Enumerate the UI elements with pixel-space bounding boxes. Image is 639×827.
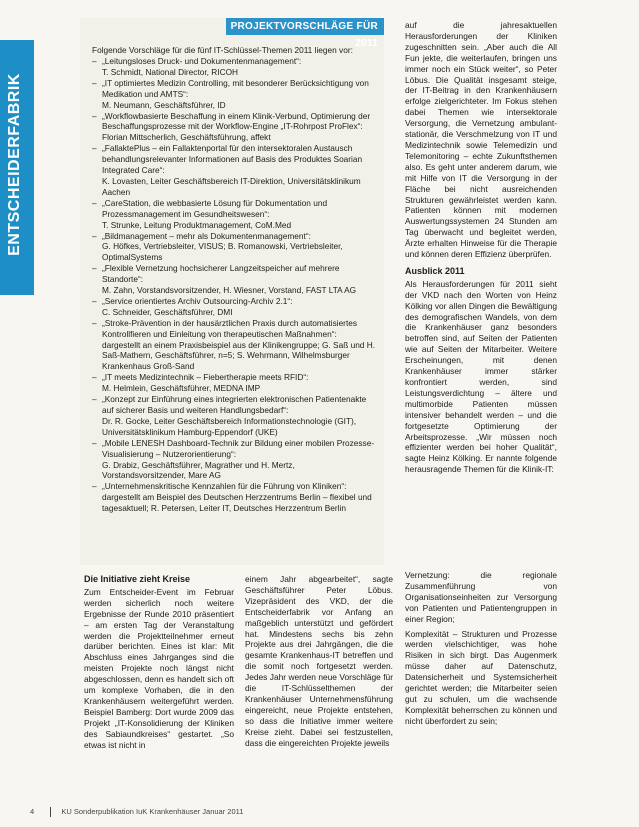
- proposal-title: „CareStation, die webbasierte Lösung für Dokumentation und Prozessmanagement im Gesundheitswesen“:: [102, 197, 328, 219]
- list-item: [92, 481, 380, 514]
- list-item: [92, 438, 380, 482]
- page-footer: [30, 807, 243, 817]
- body-paragraph: Als Herausforderungen für 2011 sieht der VKD nach den Worten von Heinz Kölking vor allen Dingen die Bewältigung des demografischen Wandels, von dem die Krankenhäuser ganz besonders betroffen sind, auf Seiten der Patienten wie auf Seiten der Mitarbeiter. Weitere Erscheinungen, mit denen Krankenhäuser immer stärker konfrontiert werden, sind Leistungsverdichtung – ältere und multimorbide Patienten müssen intensiver behandelt werden – und die fortgesetzte Optimierung der Arbeitsprozesse. „Wir müssen noch effizienter werden bei hoher Qualität“, sagte Heinz Kölking. Er nannte folgende herausragende Themen für die Klinik-IT:: [405, 278, 557, 475]
- proposal-presenter: M. Neumann, Geschäftsführer, ID: [102, 99, 226, 110]
- list-item: [92, 56, 380, 78]
- list-dash: –: [92, 263, 97, 274]
- proposal-title: „Workflowbasierte Beschaffung in einem Klinik-Verbund, Optimierung der Beschaffungsprozesse mit der Workflow-Engine „IT-Rohrpost ProFlex“:: [102, 110, 371, 132]
- box-header: PROJEKTVORSCHLÄGE FÜR 2011: [226, 18, 384, 35]
- list-dash: –: [92, 77, 97, 88]
- page-number: 4: [30, 806, 35, 816]
- proposal-presenter: dargestellt an einem Praxisbeispiel aus der Klinikengruppe; G. Saß und H. Saß-Mathern, Geschäftsführer, n=5; S. Wehrmann, Wilhelmsburger Krankenhaus Groß-Sand: [102, 339, 376, 372]
- list-dash: –: [92, 317, 97, 328]
- proposal-presenter: C. Schneider, Geschäftsführer, DMI: [102, 306, 233, 317]
- list-dash: –: [92, 56, 97, 66]
- proposal-title: „IT optimiertes Medizin Controlling, mit besonderer Berücksichtigung von Medikation und AMTS“:: [102, 77, 369, 99]
- body-paragraph: Zum Entscheider-Event im Februar werden sicherlich noch weitere Ergebnisse der Runde 2010 präsentiert – am ersten Tag der Veranstaltung werden die Projektteilnehmer erneut darüber berichten. Eines ist klar: Mit Abschluss eines Jahrganges sind die meisten Projekte noch längst nicht abgeschlossen, denn es handelt sich oft um komplexe Vorhaben, die in den Krankenhäusern weitergeführt werden. Beispiel Bamberg: Dort wurde 2009 das Projekt „IT-Konsolidierung der Kliniken des Sabiaundkreises“ gestartet. „So etwas ist nicht in: [84, 586, 234, 750]
- body-paragraph: auf die jahresaktuellen Herausforderungen der Kliniken zugeschnitten sein. „Aber auch die All Fun jekte, die weiterlaufen, bringen uns immer noch ein Stück weiter“, so Peter Löbus. Die Qualität insgesamt steige, der IT-Beitrag in den Krankenhäusern erfolge zielgerichteter. Im Fokus stehen dabei Themen wie intersektorale Versorgung, die Vernetzung ambulant-stationär, die Verschmelzung von IT und Medizintechnik sowie Telemedizin und Telemonitoring – echte Zukunftsthemen also. Es geht unter anderem darum, wie mit Hilfe von IT die Versorgung in der Fläche bei nicht ausreichenden Strukturen gewährleistet werden kann. Patienten können mit modernen Auswertungssystemen 24 Stunden am Tag überwacht und begleitet werden, Ärzte erhalten Hinweise für die Therapie und können deren Effizienz überprüfen.: [405, 20, 557, 260]
- footer-divider: [50, 807, 51, 817]
- proposal-title: „IT meets Medizintechnik – Fiebertherapie meets RFID“:: [102, 372, 309, 383]
- proposal-title: „Flexible Vernetzung hochsicherer Langzeitspeicher auf mehrere Standorte“:: [102, 263, 340, 285]
- list-dash: –: [92, 230, 97, 241]
- proposal-title: „Leitungsloses Druck- und Dokumentenmanagement“:: [102, 56, 302, 66]
- list-dash: –: [92, 110, 97, 121]
- proposal-title: „Stroke-Prävention in der hausärztlichen Praxis durch automatisiertes Kontrollfieren und Einleitung von therapeutischen Maßnahmen“:: [102, 317, 358, 339]
- proposal-title: „FallaktePlus – ein Fallaktenportal für den intersektoralen Austausch behandlungsrelevanter Informationen auf Basis des Produktes Soarian Integrated Care“:: [102, 143, 363, 176]
- proposal-presenter: G. Höfkes, Vertriebsleiter, VISUS; B. Romanowski, Vertriebsleiter, OptimalSystems: [102, 241, 343, 263]
- proposal-title: „Mobile LENESH Dashboard-Technik zur Bildung einer mobilen Prozesse-Visualisierung – Nutzerorientierung“:: [102, 437, 375, 459]
- list-item: [92, 318, 380, 373]
- list-dash: –: [92, 394, 97, 405]
- proposal-title: „Bildmanagement – mehr als Dokumentenmanagement“:: [102, 230, 311, 241]
- project-proposals-box: [80, 18, 384, 565]
- middle-column-bottom: [245, 574, 393, 749]
- left-column-bottom: [84, 574, 234, 751]
- list-item: [92, 198, 380, 231]
- list-dash: –: [92, 437, 97, 448]
- proposal-presenter: Florian Mittscherlich, Geschäftsführung, affekt: [102, 132, 271, 143]
- proposal-title: „Konzept zur Einführung eines integrierten elektronischen Patientenakte auf sicherer Basis und weiteren Handlungsbedarf“:: [102, 394, 367, 415]
- proposal-list: [92, 56, 380, 514]
- list-item: [92, 296, 380, 318]
- journal-name: KU Sonderpublikation IuK Krankenhäuser Januar 2011: [61, 806, 244, 816]
- list-item: [92, 263, 380, 296]
- list-item: Komplexität – Strukturen und Prozesse werden vielschichtiger, was hohe Risiken in sich birgt. Das Augenmerk müsse daher auf Datenschutz, Datensicherheit und Systemsicherheit gerichtet werden; die Mitarbeiter seien gut zu schulen, um die wachsende Komplexität beherrschen zu können und nicht überfordert zu sein;: [405, 628, 557, 726]
- proposal-title: „Unternehmenskritische Kennzahlen für die Führung von Kliniken“:: [102, 481, 347, 492]
- proposal-presenter: G. Drabiz, Geschäftsführer, Magrather und H. Mertz, Vorstandsvorsitzender, Mare AG: [102, 459, 295, 481]
- list-item: [92, 78, 380, 111]
- proposal-title: „Service orientiertes Archiv Outsourcing-Archiv 2.1“:: [102, 295, 293, 306]
- list-dash: –: [92, 372, 97, 383]
- list-item: [92, 394, 380, 438]
- proposal-presenter: K. Lovasten, Leiter Geschäftsbereich IT-Direktion, Universitätsklinikum Aachen: [102, 175, 361, 197]
- proposal-presenter: Dr. R. Gocke, Leiter Geschäftsbereich Informationstechnologie (GIT), Universitätsklinikum Hamburg-Eppendorf (UKE): [102, 415, 357, 437]
- list-dash: –: [92, 481, 97, 492]
- section-heading-ausblick: Ausblick 2011: [405, 265, 465, 276]
- list-dash: –: [92, 295, 97, 306]
- proposal-presenter: T. Schmidt, National Director, RICOH: [102, 66, 239, 77]
- list-dash: –: [92, 197, 97, 208]
- list-item: [92, 231, 380, 264]
- proposal-presenter: dargestellt am Beispiel des Deutschen Herzzentrums Berlin – flexibel und tagesaktuell; R. Petersen, Leiter IT, Deutsches Herzzentrum Berlin: [102, 492, 372, 514]
- body-paragraph: einem Jahr abgearbeitet“, sagte Geschäftsführer Peter Löbus. Vizepräsident des VKD, der die Entscheiderfabrik vor Anfang an maßgeblich unterstützt und gefördert hat. Mindestens sechs bis zehn Projekte aus drei Jahrgängen, die die gesamte Krankenhaus-IT betreffen und die somit noch fortgesetzt werden. Jedes Jahr werden neue Vorschläge für die IT-Schlüsselthemen der Krankenhäuser Unternehmensführung eingereicht, neue Projekte entstehen, so dass die Initiative immer weitere Kreise zieht. Dabei sei festzustellen, dass die eingereichten Projekte jeweils: [245, 574, 393, 748]
- list-dash: –: [92, 143, 97, 154]
- box-intro: Folgende Vorschläge für die fünf IT-Schlüssel-Themen 2011 liegen vor:: [92, 45, 353, 55]
- list-item: Vernetzung: die regionale Zusammenführung von Organisationseinheiten zur Versorgung von Patienten und Patientengruppen in einer Region;: [405, 570, 557, 624]
- section-heading-initiative: Die Initiative zieht Kreise: [84, 574, 191, 584]
- section-sidebar-label: ENTSCHEIDERFABRIK: [6, 73, 23, 256]
- list-item: [92, 372, 380, 394]
- list-item: [92, 143, 380, 198]
- proposal-presenter: T. Strunke, Leitung Produktmanagement, CoM.Med: [102, 219, 292, 230]
- right-column-top: [405, 20, 557, 475]
- proposal-presenter: M. Zahn, Vorstandsvorsitzender, H. Wiesner, Vorstand, FAST LTA AG: [102, 285, 357, 296]
- proposal-presenter: M. Helmlein, Geschäftsführer, MEDNA IMP: [102, 383, 261, 394]
- right-column-bottom: [405, 570, 557, 727]
- list-item: [92, 111, 380, 144]
